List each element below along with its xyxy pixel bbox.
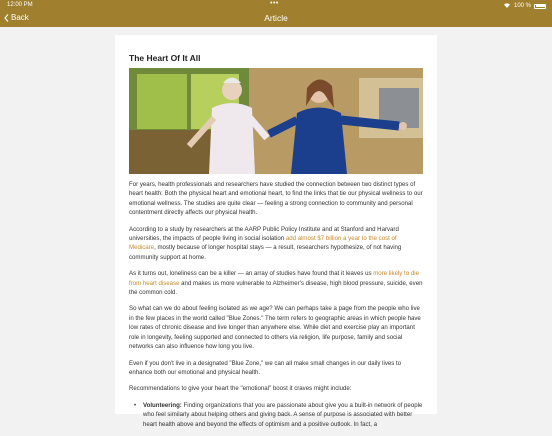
list-item-title: Volunteering: <box>143 401 182 409</box>
status-bar <box>0 0 552 10</box>
paragraph-study-text-a: According to a study by researchers at the AARP Public Policy Institute and at Stanford and Harvard universities, the impacts of people living in social isolation <box>129 225 399 243</box>
back-label: Back <box>11 13 29 22</box>
article-body <box>129 180 423 436</box>
paragraph-intro: For years, health professionals and researchers have studied the connection between two distinct types of heart health: Both the physical heart and emotional heart, to find the links that tie our physical wellness to our emotional wellness. The studies are quite clear — feeling a strong connection to community and personal contentment directly affects our physical health. <box>129 181 423 217</box>
medicare-cost-link[interactable]: add almost $7 billion a year to the cost of Medicare <box>129 235 397 252</box>
paragraph-loneliness <box>129 269 423 297</box>
paragraph-study-text-b: , mostly because of longer hospital stays — a result, researchers hypothesize, of not having community support at home. <box>129 244 402 261</box>
paragraph-blue-zones: So what can we do about feeling isolated as we age? We can perhaps take a page from the people who live in the few places in the world called "Blue Zones." The term refers to geographic areas in which people have low rates of chronic disease and live longer than anywhere else. While diet and exercise play an important role in longevity, feeling supported and connected to others via religion, life purpose, family and social networks can also influence how long you live. <box>129 305 421 351</box>
wifi-icon <box>503 2 511 10</box>
article-hero-image <box>129 68 423 174</box>
battery-percent: 100 % <box>513 3 531 9</box>
paragraph-loneliness-text-a: As it turns out, loneliness can be a killer — an array of studies have found that it leaves us <box>129 270 374 278</box>
battery-icon <box>534 4 546 9</box>
paragraph-study <box>129 225 423 263</box>
multitasking-dots[interactable]: ••• <box>270 0 279 7</box>
status-time: 12:00 PM <box>7 2 33 8</box>
navigation-bar <box>0 10 552 27</box>
status-indicators <box>503 2 546 10</box>
article-title: The Heart Of It All <box>129 53 201 63</box>
paragraph-recommendations: Recommendations to give your heart the "emotional" boost it craves might include: <box>129 385 352 393</box>
list-item-text: Finding organizations that you are passionate about give you a built-in network of people who feel similarly about helping others and giving back. A sense of purpose is associated with better heart health above and beyond the effects of optimism and a positive outlook. In fact, a <box>143 401 423 428</box>
heart-disease-link[interactable]: more likely to die from heart disease <box>129 270 419 287</box>
article-card <box>115 35 437 428</box>
paragraph-small-changes: Even if you don't live in a designated "Blue Zone," we can all make small changes in our daily lives to enhance both our emotional and physical health. <box>129 359 402 376</box>
paragraph-loneliness-text-b: and makes us more vulnerable to Alzheimer's disease, high blood pressure, suicide, even the common cold. <box>129 279 423 297</box>
page-title: Article <box>264 13 288 23</box>
list-item <box>134 401 423 429</box>
battery-fill <box>536 5 546 7</box>
